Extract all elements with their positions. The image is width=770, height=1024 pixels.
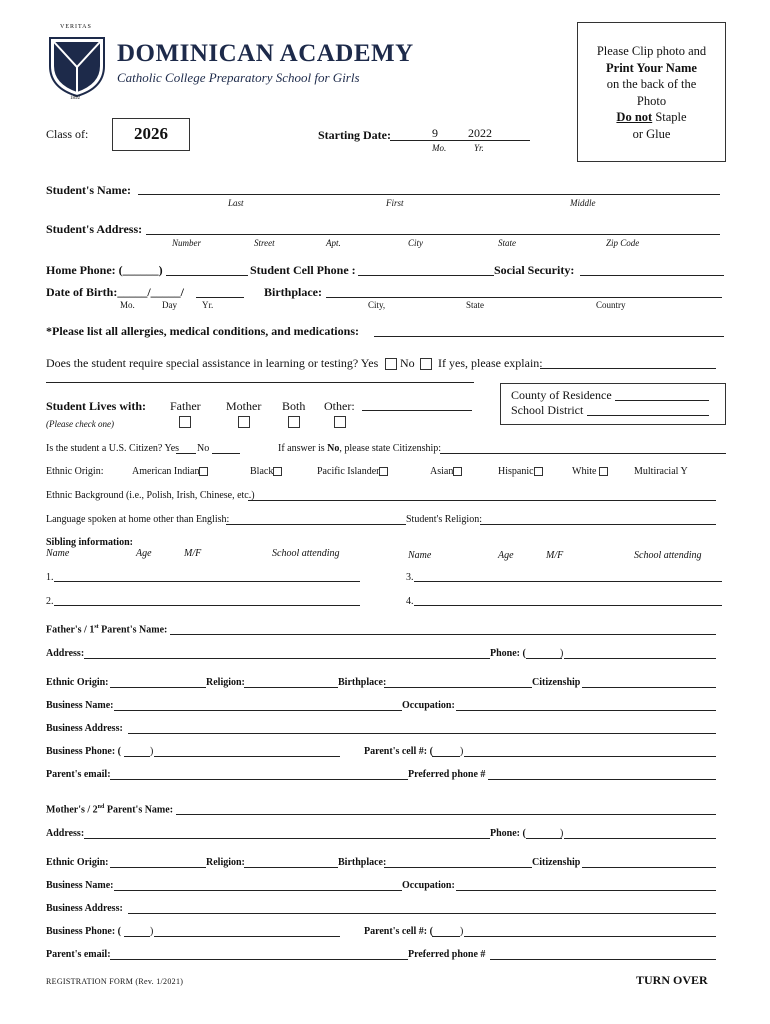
mo-caption: Mo. — [432, 143, 447, 153]
dob-day-caption: Day — [162, 300, 177, 310]
class-of-box[interactable] — [112, 118, 190, 151]
number-caption: Number — [172, 238, 201, 248]
sibling-age-header: Age — [136, 548, 152, 559]
starting-year: 2022 — [468, 126, 492, 140]
mother-address-label: Address: — [46, 828, 85, 839]
father-phone-field[interactable] — [564, 658, 716, 659]
assistance-explain-label: If yes, please explain: — [438, 356, 543, 370]
photo-instruction-1: Please Clip photo and — [596, 44, 707, 58]
assistance-yes-checkbox[interactable] — [385, 358, 397, 370]
lives-with-label: Student Lives with: — [46, 399, 147, 413]
yr-caption: Yr. — [474, 143, 484, 153]
father-occupation-label: Occupation: — [402, 700, 455, 711]
mother-birthplace-label: Birthplace: — [338, 857, 387, 868]
sibling-name-header: Name — [46, 548, 70, 559]
other-field[interactable] — [362, 410, 472, 411]
county-label: County of Residence — [511, 388, 612, 402]
photo-instruction-2: Print Your Name — [606, 60, 697, 75]
district-label: School District — [511, 403, 584, 417]
father-occupation-field[interactable] — [456, 710, 716, 711]
street-caption: Street — [254, 238, 275, 248]
ethnic-origin-label: Ethnic Origin: — [46, 466, 104, 477]
father-business-address-field[interactable] — [128, 733, 716, 734]
mother-citizenship-label: Citizenship — [532, 857, 581, 868]
father-phone-label: Phone: ( — [490, 648, 526, 659]
mother-business-address-field[interactable] — [128, 913, 716, 914]
home-phone-label: Home Phone: (______) — [46, 263, 163, 277]
ethnic-checkbox[interactable] — [453, 467, 462, 476]
sibling-label: Sibling information: — [46, 537, 133, 548]
starting-month: 9 — [432, 126, 438, 140]
assistance-explain-field[interactable] — [540, 368, 716, 369]
ethnic-option-label: American Indian — [132, 466, 200, 477]
form-revision: REGISTRATION FORM (Rev. 1/2021) — [46, 977, 184, 986]
mother-occupation-field[interactable] — [456, 890, 716, 891]
ethnic-option-label: White — [572, 466, 597, 477]
assistance-explain-field-2[interactable] — [46, 382, 474, 383]
father-checkbox[interactable] — [179, 416, 191, 428]
father-email-label: Parent's email: — [46, 769, 111, 780]
county-field[interactable] — [615, 400, 709, 401]
mother-checkbox[interactable] — [238, 416, 250, 428]
cell-phone-label: Student Cell Phone : — [250, 263, 356, 277]
citizenship-prompt-2: , please state Citizenship: — [339, 443, 442, 454]
mother-ethnic-label: Ethnic Origin: — [46, 857, 109, 868]
father-cell-close: ) — [460, 746, 464, 757]
father-preferred-field[interactable] — [488, 779, 716, 780]
student-name-label: Student's Name: — [46, 183, 132, 197]
assistance-no-label: No — [400, 356, 415, 370]
mother-business-name-field[interactable] — [114, 890, 402, 891]
father-title-b: Parent's Name: — [98, 624, 168, 636]
citizenship-prompt-1: If answer is — [278, 443, 328, 454]
ssn-field[interactable] — [580, 275, 724, 276]
lives-with-note: (Please check one) — [46, 419, 114, 429]
ethnic-option-label: Pacific Islander — [317, 466, 380, 477]
mother-cell-close: ) — [460, 926, 464, 937]
dob-label: Date of Birth:_____/_____/ — [46, 285, 184, 299]
city-caption: City — [408, 238, 423, 248]
student-religion-field[interactable] — [480, 524, 716, 525]
first-caption: First — [386, 198, 404, 208]
sibling-row-4-field[interactable] — [414, 605, 722, 606]
starting-date-label: Starting Date: — [318, 128, 391, 142]
mother-area-code-field[interactable] — [526, 838, 562, 839]
mother-address-field[interactable] — [84, 838, 490, 839]
mother-phone-label: Phone: ( — [490, 828, 526, 839]
father-address-field[interactable] — [84, 658, 490, 659]
district-field[interactable] — [587, 415, 709, 416]
language-field[interactable] — [226, 524, 406, 525]
logo-year: 1892 — [70, 96, 80, 101]
citizen-no-field[interactable] — [212, 453, 240, 454]
father-business-area-field[interactable] — [124, 756, 150, 757]
mother-email-field[interactable] — [110, 959, 408, 960]
father-business-phone-field[interactable] — [154, 756, 340, 757]
birthplace-country-caption: Country — [596, 300, 626, 310]
mother-title-a: Mother's / 2 — [46, 804, 98, 816]
birthplace-city-caption: City, — [368, 300, 386, 310]
mother-birthplace-field[interactable] — [384, 867, 532, 868]
mother-cell-field[interactable] — [464, 936, 716, 937]
mother-title-sup: nd — [97, 804, 105, 810]
photo-instruction-4: Photo — [636, 93, 667, 108]
father-cell-field[interactable] — [464, 756, 716, 757]
language-label: Language spoken at home other than English: — [46, 514, 230, 525]
father-citizenship-label: Citizenship — [532, 677, 581, 688]
ethnic-checkbox[interactable] — [199, 467, 208, 476]
ethnic-option[interactable] — [430, 466, 462, 477]
mother-business-phone-field[interactable] — [154, 936, 340, 937]
citizenship-prompt-no: No — [327, 443, 340, 454]
sibling-row-3-number: 3. — [406, 572, 414, 583]
mother-business-area-field[interactable] — [124, 936, 150, 937]
mother-ethnic-field[interactable] — [110, 867, 206, 868]
mother-cell-label: Parent's cell #: ( — [364, 926, 433, 937]
ethnic-checkbox[interactable] — [534, 467, 543, 476]
state-caption: State — [498, 238, 516, 248]
student-religion-label: Student's Religion: — [406, 514, 482, 525]
mother-option-label: Mother — [226, 399, 262, 413]
last-caption: Last — [228, 198, 244, 208]
sibling-row-2-field[interactable] — [54, 605, 360, 606]
school-tagline: Catholic College Preparatory School for Girls — [117, 70, 360, 85]
father-cell-label: Parent's cell #: ( — [364, 746, 433, 757]
mother-preferred-label: Preferred phone # — [408, 949, 486, 960]
father-business-phone-close: ) — [150, 746, 154, 757]
mother-citizenship-field[interactable] — [582, 867, 716, 868]
allergies-label: *Please list all allergies, medical conditions, and medications: — [46, 324, 359, 338]
mother-business-phone-label: Business Phone: ( — [46, 926, 122, 937]
sibling-school-header: School attending — [272, 548, 340, 559]
photo-box — [577, 22, 726, 162]
citizen-question: Is the student a U.S. Citizen? Yes — [46, 443, 180, 454]
father-address-label: Address: — [46, 648, 85, 659]
sibling-row-4-number: 4. — [406, 596, 414, 607]
ethnic-option-label: Hispanic — [498, 466, 534, 477]
ethnic-option[interactable] — [132, 466, 208, 477]
ethnic-option[interactable] — [634, 466, 688, 477]
father-citizenship-field[interactable] — [582, 687, 716, 688]
ethnic-background-field[interactable] — [248, 500, 716, 501]
mother-preferred-field[interactable] — [490, 959, 716, 960]
cell-phone-field[interactable] — [358, 275, 494, 276]
citizen-yes-field[interactable] — [176, 453, 196, 454]
logo-motto: VERITAS — [60, 24, 92, 30]
sibling-row-1-number: 1. — [46, 572, 54, 583]
sibling-mf-header-2: M/F — [546, 550, 564, 561]
father-preferred-label: Preferred phone # — [408, 769, 486, 780]
both-option-label: Both — [282, 399, 306, 413]
zip-caption: Zip Code — [606, 238, 640, 248]
father-email-field[interactable] — [110, 779, 408, 780]
birthplace-label: Birthplace: — [264, 285, 322, 299]
school-name: DOMINICAN ACADEMY — [117, 40, 414, 67]
ethnic-option-label: Asian — [430, 466, 454, 477]
class-of-value: 2026 — [134, 124, 168, 143]
ethnic-option[interactable] — [572, 466, 608, 477]
sibling-name-header-2: Name — [408, 550, 432, 561]
photo-instruction-6: or Glue — [632, 126, 671, 141]
mother-name-field[interactable] — [176, 814, 716, 815]
citizenship-prompt — [278, 443, 441, 454]
ethnic-option[interactable] — [498, 466, 543, 477]
ethnic-checkbox[interactable] — [599, 467, 608, 476]
student-name-field[interactable] — [138, 194, 720, 195]
father-title-sup: st — [94, 624, 99, 630]
sibling-school-header-2: School attending — [634, 550, 702, 561]
sibling-age-header-2: Age — [498, 550, 514, 561]
father-business-name-label: Business Name: — [46, 700, 114, 711]
photo-instruction-3: on the back of the — [606, 77, 697, 91]
assistance-question: Does the student require special assistance in learning or testing? Yes — [46, 356, 379, 370]
county-box — [500, 383, 726, 425]
staple-text: Staple — [652, 110, 687, 124]
dob-year-field[interactable] — [196, 297, 244, 298]
middle-caption: Middle — [570, 198, 596, 208]
citizen-no-label: No — [197, 443, 210, 454]
father-option-label: Father — [170, 399, 201, 413]
father-ethnic-label: Ethnic Origin: — [46, 677, 109, 688]
sibling-row-2-number: 2. — [46, 596, 54, 607]
citizenship-field[interactable] — [440, 453, 726, 454]
ethnic-checkbox[interactable] — [379, 467, 388, 476]
father-business-address-label: Business Address: — [46, 723, 123, 734]
father-business-name-field[interactable] — [114, 710, 402, 711]
mother-business-address-label: Business Address: — [46, 903, 123, 914]
academy-shield-logo — [46, 32, 108, 98]
ssn-label: Social Security: — [494, 263, 575, 277]
birthplace-field[interactable] — [326, 297, 722, 298]
ethnic-option[interactable] — [250, 466, 282, 477]
father-religion-field[interactable] — [244, 687, 338, 688]
other-checkbox[interactable] — [334, 416, 346, 428]
allergies-field[interactable] — [374, 336, 724, 337]
ethnic-option-label: Multiracial Y — [634, 466, 688, 477]
ethnic-background-label: Ethnic Background (i.e., Polish, Irish, Chinese, etc.) — [46, 490, 255, 501]
do-not-text: Do not — [616, 110, 653, 124]
father-name-label — [46, 624, 167, 635]
ethnic-option-label: Black — [250, 466, 274, 477]
father-title-a: Father's / 1 — [46, 624, 95, 636]
father-birthplace-field[interactable] — [384, 687, 532, 688]
mother-email-label: Parent's email: — [46, 949, 111, 960]
father-name-field[interactable] — [170, 634, 716, 635]
ethnic-option[interactable] — [317, 466, 388, 477]
assistance-no-checkbox[interactable] — [420, 358, 432, 370]
mother-religion-label: Religion: — [206, 857, 245, 868]
sibling-mf-header: M/F — [184, 548, 202, 559]
mother-phone-field[interactable] — [564, 838, 716, 839]
sibling-row-3-field[interactable] — [414, 581, 722, 582]
mother-business-name-label: Business Name: — [46, 880, 114, 891]
mother-business-phone-close: ) — [150, 926, 154, 937]
father-cell-area-field[interactable] — [432, 756, 460, 757]
mother-name-label — [46, 804, 173, 815]
father-business-phone-label: Business Phone: ( — [46, 746, 122, 757]
ethnic-checkbox[interactable] — [273, 467, 282, 476]
dob-mo-caption: Mo. — [120, 300, 135, 310]
mother-cell-area-field[interactable] — [432, 936, 460, 937]
turn-over-label: TURN OVER — [636, 973, 708, 987]
home-phone-field[interactable] — [166, 275, 248, 276]
starting-date-line[interactable] — [390, 140, 530, 141]
father-phone-close: ) — [560, 648, 564, 659]
both-checkbox[interactable] — [288, 416, 300, 428]
father-birthplace-label: Birthplace: — [338, 677, 387, 688]
mother-phone-close: ) — [560, 828, 564, 839]
father-ethnic-field[interactable] — [110, 687, 206, 688]
mother-religion-field[interactable] — [244, 867, 338, 868]
sibling-row-1-field[interactable] — [54, 581, 360, 582]
dob-yr-caption: Yr. — [202, 300, 214, 310]
birthplace-state-caption: State — [466, 300, 484, 310]
father-area-code-field[interactable] — [526, 658, 562, 659]
apt-caption: Apt. — [326, 238, 341, 248]
class-of-label: Class of: — [46, 127, 89, 141]
student-address-label: Student's Address: — [46, 222, 143, 236]
mother-occupation-label: Occupation: — [402, 880, 455, 891]
student-address-field[interactable] — [146, 234, 720, 235]
father-religion-label: Religion: — [206, 677, 245, 688]
other-option-label: Other: — [324, 399, 355, 413]
mother-title-b: Parent's Name: — [104, 804, 174, 816]
